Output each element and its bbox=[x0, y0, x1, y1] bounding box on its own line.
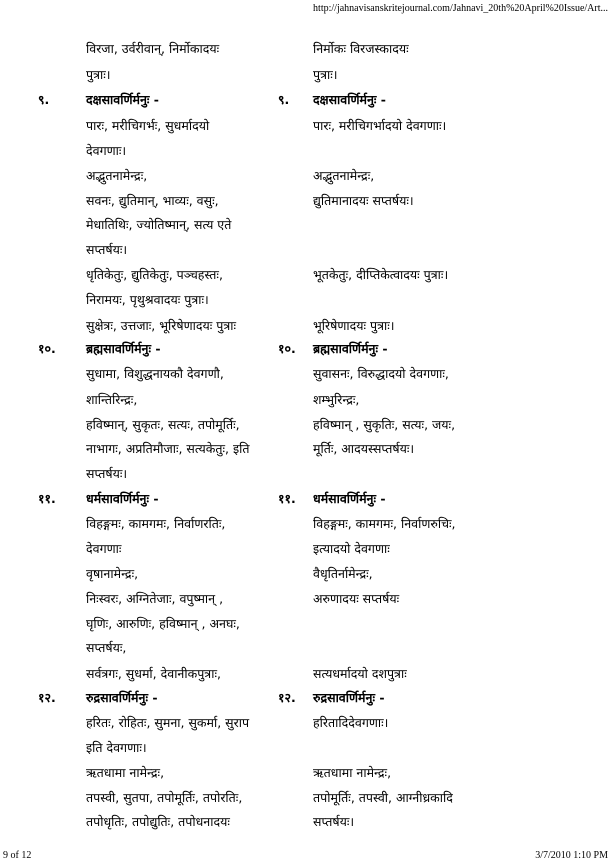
print-datetime: 3/7/2010 1:10 PM bbox=[535, 850, 608, 861]
left-line: घृणिः, आरुणिः, हविष्मान् , अनघः, bbox=[86, 616, 240, 631]
left-line: विरजा, उर्वरीवान्, निर्मोकादयः bbox=[86, 41, 220, 56]
right-line: पुत्राः। bbox=[313, 67, 338, 82]
right-line: सप्तर्षयः। bbox=[313, 814, 355, 829]
left-line: सर्वत्रगः, सुधर्मा, देवानीकपुत्राः, bbox=[86, 666, 221, 681]
section-heading: ब्रह्मसावर्णिर्मनुः - bbox=[313, 341, 388, 356]
section-number: ९. bbox=[38, 92, 50, 107]
left-line: हविष्मान्, सुकृतः, सत्यः, तपोमूर्तिः, bbox=[86, 417, 240, 432]
left-line: निःस्वरः, अग्नितेजाः, वपुष्मान् , bbox=[86, 591, 224, 606]
left-line: विहङ्गमः, कामगमः, निर्वाणरतिः, bbox=[86, 516, 226, 531]
section-number: ९. bbox=[278, 92, 290, 107]
right-line: पारः, मरीचिगर्भादयो देवगणाः। bbox=[313, 118, 447, 133]
left-line: देवगणाः। bbox=[86, 143, 127, 158]
left-line: वृषानामेन्द्रः, bbox=[86, 566, 139, 581]
section-number: १२. bbox=[38, 690, 56, 705]
right-line: निर्मोकः विरजस्कादयः bbox=[313, 41, 409, 56]
right-line: भूरिषेणादयः पुत्राः। bbox=[313, 318, 395, 333]
right-line: तपोमूर्तिः, तपस्वी, आग्नीध्रकादि bbox=[313, 790, 453, 805]
left-line: सप्तर्षयः। bbox=[86, 242, 128, 257]
section-number: १२. bbox=[278, 690, 296, 705]
left-line: सुक्षेत्रः, उत्तजाः, भूरिषेणादयः पुत्राः bbox=[86, 318, 237, 333]
section-number: ११. bbox=[38, 491, 56, 506]
right-line: अद्भुतनामेन्द्रः, bbox=[313, 168, 375, 183]
page-url: http://jahnavisanskritejournal.com/Jahnavi_20th%20April%20Issue/Art... bbox=[313, 3, 608, 14]
section-number: ११. bbox=[278, 491, 296, 506]
section-heading: दक्षसावर्णिर्मनुः - bbox=[86, 92, 159, 107]
left-line: मेधातिथिः, ज्योतिष्मान्, सत्य एते bbox=[86, 217, 232, 232]
left-line: सुधामा, विशुद्धनायकौ देवगणौ, bbox=[86, 366, 224, 381]
left-line: नाभागः, अप्रतिमौजाः, सत्यकेतुः, इति bbox=[86, 441, 250, 456]
section-number: १०. bbox=[278, 341, 296, 356]
left-line: पुत्राः। bbox=[86, 67, 111, 82]
section-heading: रुद्रसावर्णिर्मनुः - bbox=[313, 690, 385, 705]
section-heading: रुद्रसावर्णिर्मनुः - bbox=[86, 690, 158, 705]
right-line: ऋतधामा नामेन्द्रः, bbox=[313, 765, 392, 780]
left-line: अद्भुतनामेन्द्रः, bbox=[86, 168, 148, 183]
right-line: वैधृतिर्नामेन्द्रः, bbox=[313, 566, 373, 581]
right-line: सत्यधर्मादयो दशपुत्राः bbox=[313, 666, 407, 681]
left-line: निरामयः, पृथुश्रवादयः पुत्राः। bbox=[86, 292, 209, 307]
left-line: सप्तर्षयः। bbox=[86, 466, 128, 481]
left-line: हरितः, रोहितः, सुमना, सुकर्मा, सुराप bbox=[86, 715, 250, 730]
left-line: पारः, मरीचिगर्भः, सुधर्मादयो bbox=[86, 118, 210, 133]
right-line: शम्भुरिन्द्रः, bbox=[313, 392, 360, 407]
section-heading: दक्षसावर्णिर्मनुः - bbox=[313, 92, 386, 107]
section-number: १०. bbox=[38, 341, 56, 356]
left-line: धृतिकेतुः, द्युतिकेतुः, पञ्चहस्तः, bbox=[86, 267, 223, 282]
right-line: मूर्तिः, आदयस्सप्तर्षयः। bbox=[313, 441, 415, 456]
left-line: ऋतधामा नामेन्द्रः, bbox=[86, 765, 165, 780]
section-heading: धर्मसावर्णिर्मनुः - bbox=[86, 491, 159, 506]
right-line: द्युतिमानादयः सप्तर्षयः। bbox=[313, 193, 414, 208]
right-line: सुवासनः, विरुद्धादयो देवगणाः, bbox=[313, 366, 449, 381]
left-line: तपस्वी, सुतपा, तपोमूर्तिः, तपोरतिः, bbox=[86, 790, 243, 805]
page-count: 9 of 12 bbox=[3, 850, 32, 861]
right-line: अरुणादयः सप्तर्षयः bbox=[313, 591, 400, 606]
right-line: हविष्मान् , सुकृतिः, सत्यः, जयः, bbox=[313, 417, 456, 432]
section-heading: धर्मसावर्णिर्मनुः - bbox=[313, 491, 386, 506]
right-line: हरितादिदेवगणाः। bbox=[313, 715, 389, 730]
right-line: भूतकेतुः, दीप्तिकेत्वादयः पुत्राः। bbox=[313, 267, 449, 282]
left-line: देवगणाः bbox=[86, 541, 122, 556]
left-line: सवनः, द्युतिमान्, भाव्यः, वसुः, bbox=[86, 193, 219, 208]
right-line: इत्यादयो देवगणाः bbox=[313, 541, 390, 556]
left-line: इति देवगणाः। bbox=[86, 740, 147, 755]
right-line: विहङ्गमः, कामगमः, निर्वाणरुचिः, bbox=[313, 516, 456, 531]
section-heading: ब्रह्मसावर्णिर्मनुः - bbox=[86, 341, 161, 356]
left-line: तपोधृतिः, तपोद्युतिः, तपोधनादयः bbox=[86, 814, 230, 829]
left-line: सप्तर्षयः, bbox=[86, 640, 127, 655]
left-line: शान्तिरिन्द्रः, bbox=[86, 392, 138, 407]
